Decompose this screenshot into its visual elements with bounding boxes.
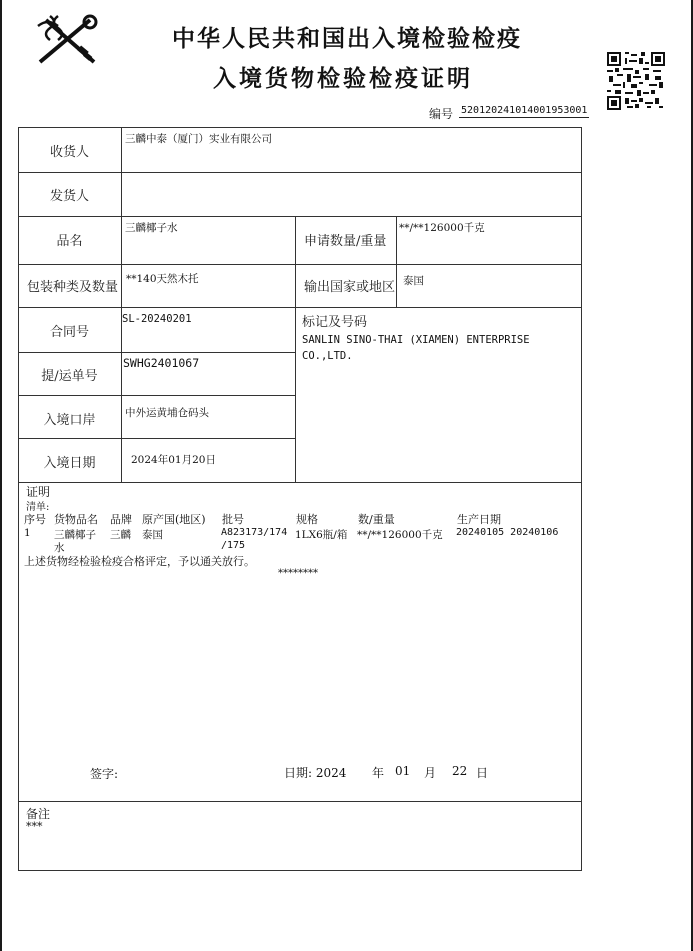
row-brand: 三麟 (110, 529, 131, 541)
column-header-name: 货物品名 (54, 513, 98, 526)
signature-label: 签字: (90, 767, 119, 781)
entry-port-label: 入境口岸 (43, 413, 96, 428)
product-name-label: 品名 (56, 234, 83, 249)
package-value: **140天然木托 (126, 273, 199, 285)
row-divider (18, 307, 582, 308)
contract-no-value: SL-20240201 (122, 313, 192, 325)
document-title-line2: 入境货物检验检疫证明 (213, 65, 473, 92)
row-divider (18, 352, 295, 353)
document-title-line1: 中华人民共和国出入境检验检疫 (172, 25, 522, 52)
row-batch-line1: A823173/174 (221, 527, 288, 538)
issue-date-day: 22 (452, 764, 468, 778)
issue-date-label: 日期: 2024 (284, 766, 347, 780)
consignee-value: 三麟中泰（厦门）实业有限公司 (125, 133, 272, 145)
remarks-value: *** (26, 820, 43, 833)
origin-country-value: 泰国 (403, 275, 424, 287)
marks-label: 标记及号码 (302, 315, 368, 330)
entry-date-value: 2024年01月20日 (131, 454, 216, 466)
remarks-label: 备注 (26, 807, 51, 821)
certificate-number-label: 编号 (429, 107, 454, 121)
issue-date-month: 01 (395, 764, 411, 778)
product-name-value: 三麟椰子水 (125, 222, 178, 234)
row-seq: 1 (24, 527, 31, 539)
issue-date-month-unit: 月 (424, 766, 437, 780)
entry-date-label: 入境日期 (43, 456, 96, 471)
column-divider (121, 127, 122, 482)
customs-emblem-icon (34, 12, 104, 68)
row-batch-line2: /175 (221, 540, 246, 551)
marks-line2: CO.,LTD. (302, 350, 353, 362)
bill-of-lading-value: SWHG2401067 (123, 356, 200, 370)
column-header-prod-date: 生产日期 (457, 513, 501, 526)
package-label: 包装种类及数量 (27, 280, 119, 295)
row-prod-date: 20240105 20240106 (456, 527, 559, 538)
row-divider (18, 438, 295, 439)
declared-quantity-value: **/**126000千克 (399, 222, 485, 234)
clearance-statement: 上述货物经检验检疫合格评定，予以通关放行。 (24, 555, 255, 568)
contract-no-label: 合同号 (49, 325, 89, 340)
column-header-origin: 原产国(地区) (142, 513, 206, 526)
row-origin: 泰国 (142, 529, 163, 541)
left-border-bar (0, 0, 2, 951)
column-header-brand: 品牌 (110, 513, 132, 526)
column-divider (295, 216, 296, 482)
column-header-seq: 序号 (24, 513, 46, 526)
certificate-number (429, 105, 588, 122)
row-divider (18, 172, 582, 173)
row-qty: **/**126000千克 (357, 529, 443, 541)
bill-of-lading-label: 提/运单号 (41, 369, 98, 384)
row-name-line2: 水 (54, 542, 65, 554)
list-label: 清单: (26, 502, 50, 513)
row-divider (18, 216, 582, 217)
marks-line1: SANLIN SINO-THAI (XIAMEN) ENTERPRISE (302, 334, 530, 346)
row-name-line1: 三麟椰子 (54, 529, 96, 541)
end-marker: ******** (278, 568, 318, 579)
qr-code-icon (606, 52, 666, 110)
consignee-label: 收货人 (49, 145, 89, 160)
consignor-label: 发货人 (49, 189, 89, 204)
column-header-qty: 数/重量 (358, 513, 395, 526)
row-spec: 1LX6瓶/箱 (295, 529, 348, 541)
row-divider (18, 264, 582, 265)
entry-port-value: 中外运黄埔仓码头 (125, 407, 209, 419)
issue-date-year-unit: 年 (372, 766, 385, 780)
proof-heading: 证明 (26, 485, 51, 499)
row-divider (18, 801, 582, 802)
issue-date-day-unit: 日 (476, 766, 489, 780)
column-header-batch: 批号 (222, 513, 244, 526)
origin-country-label: 输出国家或地区 (304, 280, 396, 295)
row-divider (18, 482, 582, 483)
declared-quantity-label: 申请数量/重量 (304, 234, 387, 249)
column-divider (396, 216, 397, 307)
certificate-number-value: 520120241014001953001 (461, 105, 588, 116)
column-header-spec: 规格 (296, 513, 318, 526)
row-divider (18, 395, 295, 396)
